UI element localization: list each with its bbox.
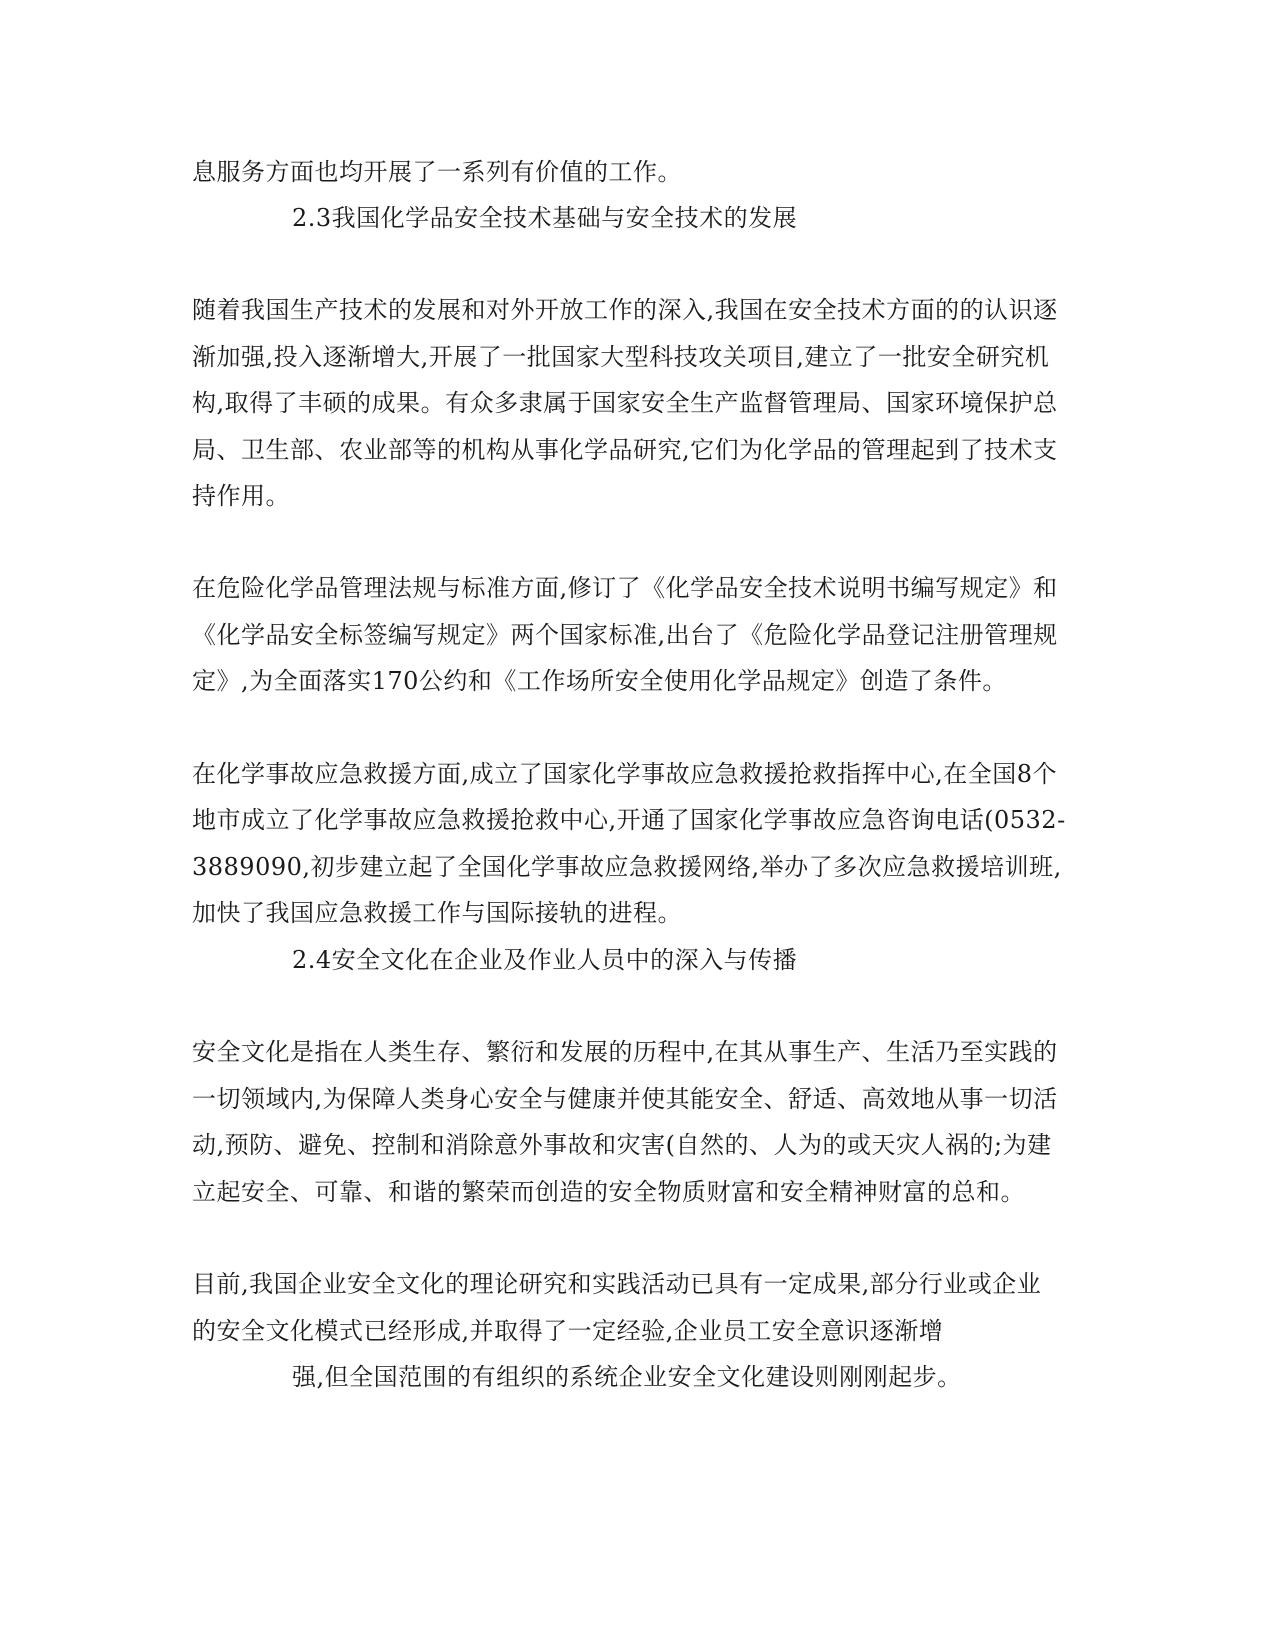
paragraph-line: 局、卫生部、农业部等的机构从事化学品研究,它们为化学品的管理起到了技术支 (192, 436, 1058, 464)
paragraph-line: 目前,我国企业安全文化的理论研究和实践活动已具有一定成果,部分行业或企业 (192, 1270, 1042, 1298)
paragraph-line: 持作用。 (192, 482, 290, 510)
paragraph-line: 在化学事故应急救援方面,成立了国家化学事故应急救援抢救指挥中心,在全国8个 (192, 760, 1058, 788)
paragraph-line: 动,预防、避免、控制和消除意外事故和灾害(自然的、人为的或天灾人祸的;为建 (192, 1131, 1052, 1159)
paragraph-line: 息服务方面也均开展了一系列有价值的工作。 (192, 158, 682, 186)
paragraph-line: 地市成立了化学事故应急救援抢救中心,开通了国家化学事故应急咨询电话(0532- (192, 806, 1066, 834)
paragraph-line: 定》,为全面落实170公约和《工作场所安全使用化学品规定》创造了条件。 (192, 667, 1007, 695)
paragraph-line: 3889090,初步建立起了全国化学事故应急救援网络,举办了多次应急救援培训班, (192, 853, 1062, 881)
paragraph-line: 的安全文化模式已经形成,并取得了一定经验,企业员工安全意识逐渐增 (192, 1317, 944, 1345)
paragraph-line: 渐加强,投入逐渐增大,开展了一批国家大型科技攻关项目,建立了一批安全研究机 (192, 343, 1050, 371)
paragraph-line: 《化学品安全标签编写规定》两个国家标准,出台了《危险化学品登记注册管理规 (192, 621, 1058, 649)
paragraph-line: 加快了我国应急救援工作与国际接轨的进程。 (192, 899, 682, 927)
paragraph-line: 构,取得了丰硕的成果。有众多隶属于国家安全生产监督管理局、国家环境保护总 (192, 389, 1058, 417)
section-heading: 2.4安全文化在企业及作业人员中的深入与传播 (292, 946, 798, 974)
paragraph-line: 立起安全、可靠、和谐的繁荣而创造的安全物质财富和安全精神财富的总和。 (192, 1178, 1025, 1206)
paragraph-line: 在危险化学品管理法规与标准方面,修订了《化学品安全技术说明书编写规定》和 (192, 574, 1058, 602)
paragraph-line: 强,但全国范围的有组织的系统企业安全文化建设则刚刚起步。 (292, 1363, 962, 1391)
paragraph-line: 安全文化是指在人类生存、繁衍和发展的历程中,在其从事生产、生活乃至实践的 (192, 1038, 1058, 1066)
paragraph-line: 一切领域内,为保障人类身心安全与健康并使其能安全、舒适、高效地从事一切活 (192, 1085, 1058, 1113)
section-heading: 2.3我国化学品安全技术基础与安全技术的发展 (292, 204, 798, 232)
paragraph-line: 随着我国生产技术的发展和对外开放工作的深入,我国在安全技术方面的的认识逐 (192, 296, 1058, 324)
